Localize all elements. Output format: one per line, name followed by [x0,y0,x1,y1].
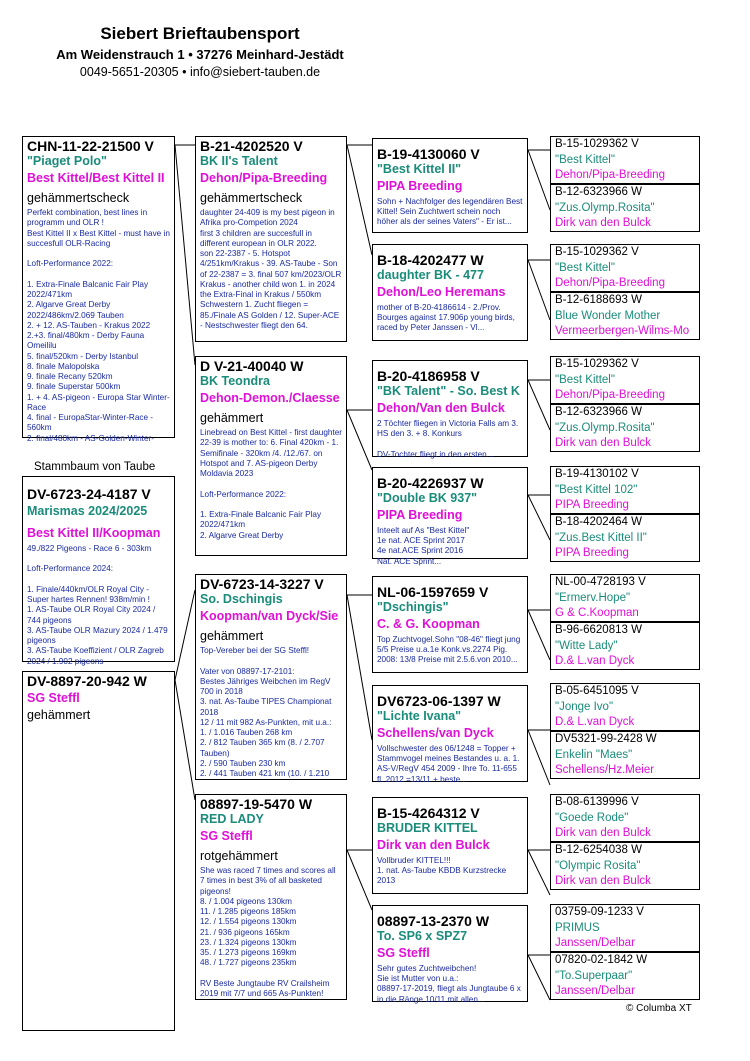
g3-ring: 08897-13-2370 W [377,913,490,929]
g4-ring: B-12-6323966 W [555,186,642,198]
mf-breeder: Koopman/van Dyck/Sie [200,609,339,624]
mf-card[interactable] [195,574,347,780]
ff-card[interactable] [195,136,347,342]
g4-name: "Zus.Best Kittel II" [555,531,647,544]
g4-breeder: Vermeerbergen-Wilms-Mo [555,325,690,338]
g4-card-8[interactable] [550,574,700,622]
fm-info: Linebread on Best Kittel - first daughter 22-39 is mother to: 6. Final 420km - 1. Semifinale - 320km /4. /12./67. on Hotspot and 7. AS-pigeon Derby Moldavia 2023 Loft-Performance 2022: 1. Extra-Finale Balcanic Fair Play 2022/471km 2. Algarve Great Derby [200,428,342,540]
g3-info: Sohn + Nachfolger des legendären Best Kittel! Sein Zuchtwert schein noch höher als der seines Vaters" - Er ist... [377,196,525,227]
g4-card-6[interactable] [550,466,700,514]
mother-ring: DV-8897-20-942 W [27,673,147,689]
g4-name: Blue Wonder Mother [555,309,661,322]
mf-name: So. Dschingis [200,592,283,607]
g4-breeder: Janssen/Delbar [555,937,635,950]
g4-name: "Ermerv.Hope" [555,591,631,604]
father-ring: CHN-11-22-21500 V [27,138,154,154]
ff-name: BK II's Talent [200,154,278,169]
g4-name: "Jonge Ivo" [555,700,614,713]
g3-card-4[interactable] [372,576,528,673]
g3-name: BRUDER KITTEL [377,821,478,836]
g4-name: "Best Kittel" [555,261,615,274]
g3-breeder: C. & G. Koopman [377,617,480,632]
fm-color: gehämmert [200,410,264,425]
g3-info: Top Zuchtvogel.Sohn "08-46" fliegt jung 5/5 Preise u.a.1e Konk.vs.2274 Pig. 2008: 13/8 Preise mit 2.5.6.von 2010... [377,634,521,665]
g4-breeder: Dirk van den Bulck [555,437,651,450]
g4-ring: NL-00-4728193 V [555,576,646,588]
header-contact: 0049-5651-20305 • info@siebert-tauben.de [79,65,321,79]
subject-ring: DV-6723-24-4187 V [27,486,151,502]
g3-ring: B-15-4264312 V [377,805,480,821]
mm-name: RED LADY [200,812,264,827]
g4-name: "Best Kittel" [555,373,615,386]
g4-card-11[interactable] [550,731,700,779]
g3-info: mother of B-20-4186614 - 2./Prov. Bourges against 17.906p young birds, raced by Peter Janssen - Vl... [377,302,518,333]
g4-ring: B-12-6254038 W [555,844,642,856]
g4-breeder: G & C.Koopman [555,607,639,620]
g3-name: "Dschingis" [377,600,449,615]
g4-card-1[interactable] [550,184,700,232]
fm-name: BK Teondra [200,374,270,389]
g4-name: "To.Superpaar" [555,969,633,982]
subject-card[interactable] [22,476,175,666]
g3-card-2[interactable] [372,360,528,457]
g3-name: "Best Kittel II" [377,162,462,177]
mm-info: She was raced 7 times and scores all 7 times in best 3% of all basketed pigeons! 8. / 1.004 pigeons 130km 11. / 1.285 pigeons 185km 12. / 1.554 pigeons 130km 21. / 936 pigeons 165km 23. / 1.324 pigeons 130km 35. / 1.273 pigeons 169km 48. / 1.727 pigeons 235km RV Beste Jungtaube RV Crailsheim 2019 mit 7/7 und 665 As-Punkten! [200,866,336,999]
g3-ring: B-20-4226937 W [377,475,484,491]
mm-color: rotgehämmert [200,848,278,863]
g3-breeder: SG Steffl [377,946,430,961]
g3-info: Inteelt auf As "Best Kittel" 1e nat. ACE Sprint 2017 4e nat.ACE Sprint 2016 Nat. ACE Sprint... [377,525,470,566]
g4-breeder: Dirk van den Bulck [555,875,651,888]
g4-ring: B-12-6323966 W [555,406,642,418]
g4-card-7[interactable] [550,514,700,562]
g4-breeder: Janssen/Delbar [555,985,635,998]
mother-name: SG Steffl [27,691,80,706]
g3-breeder: Dehon/Van den Bulck [377,401,505,416]
g4-card-13[interactable] [550,842,700,890]
fm-card[interactable] [195,356,347,556]
g3-info: Vollbruder KITTEL!!! 1. nat. As-Taube KBDB Kurzstrecke 2013 [377,855,507,886]
g4-breeder: PIPA Breeding [555,547,629,560]
g3-ring: NL-06-1597659 V [377,584,489,600]
g3-name: "Double BK 937" [377,491,478,506]
father-card[interactable] [22,136,175,443]
mf-ring: DV-6723-14-3227 V [200,576,324,592]
g4-name: "Best Kittel" [555,153,615,166]
g4-card-14[interactable] [550,904,700,952]
g4-card-2[interactable] [550,244,700,292]
g3-name: "Lichte Ivana" [377,709,462,724]
g3-ring: B-19-4130060 V [377,146,480,162]
g4-ring: B-08-6139996 V [555,796,639,808]
g3-card-6[interactable] [372,797,528,894]
g4-breeder: D.& L.van Dyck [555,716,635,729]
g4-breeder: PIPA Breeding [555,499,629,512]
g4-ring: B-96-6620813 W [555,624,642,636]
g4-name: Enkelin "Maes" [555,748,633,761]
mother-card[interactable] [22,671,175,1031]
g4-ring: DV5321-99-2428 W [555,733,657,745]
fm-ring: D V-21-40040 W [200,358,304,374]
g4-ring: B-18-4202464 W [555,516,642,528]
stammbaum-label: Stammbaum von Taube [34,461,156,473]
g4-name: "Goede Rode" [555,811,629,824]
g3-name: "BK Talent" - So. Best K [377,384,520,399]
g3-ring: B-20-4186958 V [377,368,480,384]
g4-name: "Olympic Rosita" [555,859,641,872]
ff-info: daughter 24-409 is my best pigeon in Afrika pro-Competion 2024 first 3 children are succesfull in different european in OLR 2022. son 22-2387 - 5. Hotspot 4/251km/Krakus - 39. AS-Taube - Son of 22-2387 = 3. final 507 km/2023/OLR Krakus - another child won 1. in 2024 the Extra-Final in Krakus / 550km Schwestern 1. Zucht fliegen = 85./Finale AS Golden / 12. Super-ACE - Nestschwester fliegt den 64. [200,208,342,330]
g4-card-12[interactable] [550,794,700,842]
g3-breeder: Schellens/van Dyck [377,726,494,741]
g4-card-3[interactable] [550,292,700,340]
g4-card-15[interactable] [550,952,700,1000]
g3-name: To. SP6 x SPZ7 [377,929,468,944]
header-title: Siebert Brieftaubensport [100,24,300,43]
g4-breeder: Dirk van den Bulck [555,217,651,230]
g3-info: 2 Töchter fliegen in Victoria Falls am 3. HS den 3. + 8. Konkurs DV-Tochter fliegt in den ersten... [377,418,519,459]
g3-card-0[interactable] [372,138,528,233]
g4-breeder: D.& L.van Dyck [555,655,635,668]
g3-card-7[interactable] [372,905,528,1002]
subject-breeder: Best Kittel II/Koopman [27,526,161,541]
g3-ring: B-18-4202477 W [377,252,484,268]
g4-breeder: Dehon/Pipa-Breeding [555,169,665,182]
g4-breeder: Dirk van den Bulck [555,827,651,840]
g3-card-5[interactable] [372,685,528,782]
ff-color: gehämmertscheck [200,190,303,205]
mm-ring: 08897-19-5470 W [200,796,313,812]
ff-breeder: Dehon/Pipa-Breeding [200,171,328,186]
mf-info: Top-Vereber bei der SG Steffl! Vater von 08897-17-2101: Bestes Jähriges Weibchen im RegV 700 in 2018 3. nat. As-Taube TIPES Championat 2018 12 / 11 mit 982 As-Punkten, mit u.a.: 1. / 1.016 Tauben 268 km 2. / 812 Tauben 365 km (8. / 2.707 Tauben) 2. / 590 Tauben 230 km 2. / 441 Tauben 421 km (10. / 1.210 [200,646,332,779]
g3-breeder: Dirk van den Bulck [377,838,490,853]
g4-breeder: Dehon/Pipa-Breeding [555,389,665,402]
g4-name: "Zus.Olymp.Rosita" [555,421,655,434]
mm-breeder: SG Steffl [200,829,253,844]
g4-card-0[interactable] [550,136,700,184]
g3-card-3[interactable] [372,467,528,566]
g4-ring: B-15-1029362 V [555,138,639,150]
fm-breeder: Dehon-Demon./Claesse [200,391,340,406]
g4-card-5[interactable] [550,404,700,452]
g3-breeder: PIPA Breeding [377,508,463,523]
g4-card-4[interactable] [550,356,700,404]
mm-card[interactable] [195,794,347,1000]
g4-ring: 07820-02-1842 W [555,954,648,966]
father-info: Perfekt combination, best lines in programm und OLR ! Best Kittel II x Best Kittel - must have in succesfull OLR-Racing Loft-Performance 2022: 1. Extra-Finale Balcanic Fair Play 2022/471km 2. Algarve Great Derby 2022/486km/2.069 Tauben 2. + 12. AS-Tauben - Krakus 2022 2.+3. final/480km - Derby Fauna Omeililu 5. final/520km - Derby Istanbul 8. finale Malopolska 9. finale Recany 520km 9. finale Superstar 500km 1. + 4. AS-pigeon - Europa Star Winter-Race 4. final - EuropaStar-Winter-Race - 560km 2. final/480km - AS-Golden-Winter- [27,208,170,443]
g3-breeder: Dehon/Leo Heremans [377,285,506,300]
mother-color: gehämmert [27,708,91,723]
g4-ring: B-15-1029362 V [555,246,639,258]
g4-name: "Best Kittel 102" [555,483,638,496]
father-name: "Piaget Polo" [27,154,107,169]
g4-ring: B-12-6188693 W [555,294,642,306]
header-address: Am Weidenstrauch 1 • 37276 Meinhard-Jestädt [56,47,344,62]
g3-name: daughter BK - 477 [377,268,484,283]
copyright: © Columba XT [626,1003,692,1014]
g4-card-10[interactable] [550,683,700,731]
g4-breeder: Dehon/Pipa-Breeding [555,277,665,290]
g3-info: Sehr gutes Zuchtweibchen! Sie ist Mutter von u.a.: 08897-17-2019, fliegt als Jungtaube 6 x in die Ränge 10/11 mit allen... [377,963,521,1004]
g4-name: PRIMUS [555,921,600,934]
ff-ring: B-21-4202520 V [200,138,303,154]
g4-name: "Witte Lady" [555,639,618,652]
g3-ring: DV6723-06-1397 W [377,693,501,709]
g3-breeder: PIPA Breeding [377,179,463,194]
g4-name: "Zus.Olymp.Rosita" [555,201,655,214]
g4-card-9[interactable] [550,622,700,670]
father-breeder: Best Kittel/Best Kittel II [27,171,165,186]
g4-ring: B-05-6451095 V [555,685,639,697]
g4-breeder: Schellens/Hz.Meier [555,764,655,777]
g3-info: Vollschwester des 06/1248 = Topper + Stammvogel meines Bestandes u. a. 1. AS-V/RegV 454 2009 - Ihre To. 11-655 fl. 2012 =13/11 + beste... [377,743,522,784]
g3-card-1[interactable] [372,244,528,341]
g4-ring: B-19-4130102 V [555,468,639,480]
subject-info: 49./822 Pigeons - Race 6 - 303km Loft-Performance 2024: 1. Finale/440km/OLR Royal City - Super hartes Rennen! 938m/min ! 1. AS-Taube OLR Royal City 2024 / 744 pigeons 3. AS-Taube OLR Mazury 2024 / 1.479 pigeons 3. AS-Taube Koeffizient / OLR Zagreb 2024 / 1.902 pigeons [27,543,168,666]
subject-name: Marismas 2024/2025 [27,504,148,519]
g4-ring: 03759-09-1233 V [555,906,644,918]
mf-color: gehämmert [200,628,264,643]
g4-ring: B-15-1029362 V [555,358,639,370]
father-color: gehämmertscheck [27,190,130,205]
